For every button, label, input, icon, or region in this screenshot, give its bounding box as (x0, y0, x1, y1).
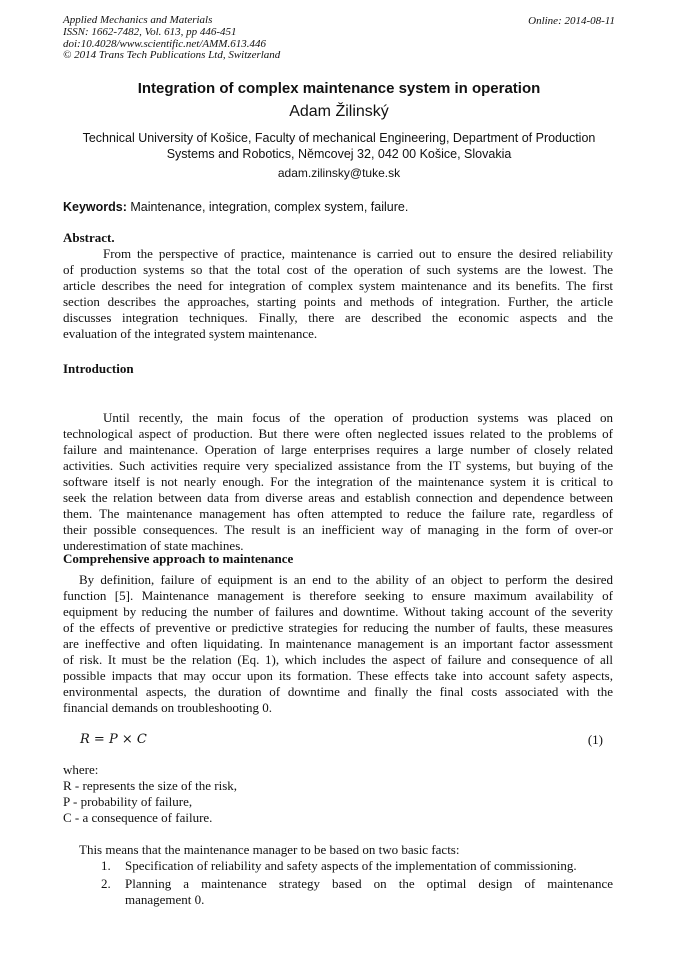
text-line: of production systems so that the total cost of the operation of such systems are the lowest. The (63, 262, 613, 277)
fact-number: 2. (101, 876, 111, 891)
fact-number: 1. (101, 858, 111, 873)
text-line: evaluation of the integrated system maintenance. (63, 326, 318, 341)
text-line: discusses integration techniques. Finally, there are described the economic aspects and the (63, 310, 613, 325)
online-date: Online: 2014-08-11 (528, 15, 615, 27)
comprehensive-body (63, 572, 613, 716)
comprehensive-heading: Comprehensive approach to maintenance (63, 551, 294, 566)
text-line: By definition, failure of equipment is an end to the ability of an object to perform the desired (79, 572, 613, 587)
text-line: possible impacts that may occur upon its formation. These effects take into account safety aspects, (63, 668, 613, 683)
text-line: are ineffective and often liquidating. In maintenance management is an important factor assessment (63, 636, 613, 651)
text-line: of the effects of preventive or predictive strategies for reducing the number of faults, these measures (63, 620, 613, 635)
fact-text-line: management 0. (125, 892, 205, 907)
affiliation-line: Systems and Robotics, Němcovej 32, 042 00 Košice, Slovakia (166, 147, 512, 161)
where-list (63, 762, 613, 826)
journal-name: Applied Mechanics and Materials (63, 14, 213, 26)
introduction-body (63, 410, 613, 554)
fact-item (63, 876, 613, 908)
doi: doi:10.4028/www.scientific.net/AMM.613.446 (63, 37, 266, 50)
where-item: C - a consequence of failure. (63, 810, 213, 825)
text-line: underestimation of state machines. (63, 538, 244, 553)
affiliation (70, 130, 608, 162)
facts-section (63, 842, 613, 908)
copyright: © 2014 Trans Tech Publications Ltd, Switzerland (63, 49, 281, 62)
text-line: financial demands on troubleshooting 0. (63, 700, 273, 715)
equation: R = P × C (80, 732, 147, 747)
equation-number: (1) (587, 732, 603, 747)
paper-title: Integration of complex maintenance system in operation (137, 80, 541, 97)
where-item: P - probability of failure, (63, 794, 193, 809)
text-line: activities. Such activities require very specialized assistance from the IT systems, but buying of the (63, 458, 613, 473)
text-line: Until recently, the main focus of the operation of production systems was placed on (103, 410, 613, 425)
abstract-heading: Abstract. (63, 230, 115, 245)
text-line: failure and maintenance. Operation of large enterprises requires a large number of closely related (63, 442, 613, 457)
facts-intro: This means that the maintenance manager to be based on two basic facts: (79, 842, 460, 857)
text-line: environmental aspects, the duration of downtime and finally the final costs associated with the (63, 684, 613, 699)
text-line: technological aspect of production. But there were often neglected issues related to the problems of (63, 426, 613, 441)
where-label: where: (63, 762, 99, 777)
text-line: software itself is not nearly enough. For the integration of the maintenance system it is critical to (63, 474, 613, 489)
author: Adam Žilinský (289, 103, 389, 120)
keywords-text: Maintenance, integration, complex system, failure. (126, 200, 409, 214)
text-line: their possible consequences. The result is an inefficient way of managing in the form of over-or (63, 522, 613, 537)
text-line: article describes the need for integration of complex system maintenance and its benefits. The first (63, 278, 613, 293)
keywords-label: Keywords: (63, 200, 127, 214)
issn: ISSN: 1662-7482, Vol. 613, pp 446-451 (63, 25, 237, 38)
affiliation-line: Technical University of Košice, Faculty of mechanical Engineering, Department of Production (82, 131, 596, 145)
text-line: of risk. It must be the relation (Eq. 1), which includes the aspect of failure and consequence of all (63, 652, 613, 667)
fact-text-line: Planning a maintenance strategy based on the optimal design of maintenance (125, 876, 613, 891)
facts-list (63, 858, 613, 908)
text-line: section describes the approaches, starting points and methods of integration. Further, the article (63, 294, 613, 309)
text-line: From the perspective of practice, maintenance is carried out to ensure the desired reliability (103, 246, 613, 261)
introduction-heading: Introduction (63, 361, 134, 376)
keywords (63, 200, 408, 214)
where-item: R - represents the size of the risk, (63, 778, 238, 793)
journal-header (63, 15, 280, 62)
email: adam.zilinsky@tuke.sk (277, 166, 401, 180)
text-line: them. The maintenance management has often attempted to reduce the failure rate, regardless of (63, 506, 613, 521)
text-line: equipment by reducing the number of failures and downtime. Without taking account of the severity (63, 604, 613, 619)
fact-text-line: Specification of reliability and safety aspects of the implementation of commissioning. (125, 858, 577, 873)
text-line: function [5]. Maintenance management is therefore seeking to ensure maximum availability of (63, 588, 613, 603)
fact-item (63, 858, 613, 874)
abstract-body (63, 246, 613, 342)
text-line: seek the relation between data from diverse areas and establish connection and dependence between (63, 490, 613, 505)
